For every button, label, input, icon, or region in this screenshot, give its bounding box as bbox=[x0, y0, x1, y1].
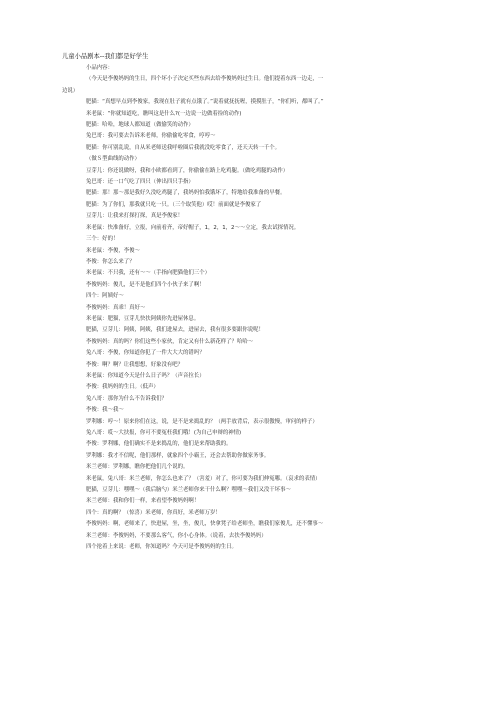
paragraph-line: 李俊妈妈：真的吗？你们这些小家伙，肯定又有什么新花样了？哈哈～ bbox=[86, 338, 254, 345]
document-body bbox=[62, 51, 440, 553]
paragraph-line: 米老鼠：“你就知道吃，瞧叫这是什么?(一边说一边做着捡的动作) bbox=[86, 110, 242, 117]
paragraph-line: 四个抢着上来说：老师，你知道吗？今天可是李俊妈妈的生日。 bbox=[86, 544, 237, 551]
paragraph-line: 肥猫：你可别乱说，自从米老师送我呼啦圈后我就没吃零食了，还天天转一千个。 bbox=[86, 144, 281, 151]
paragraph-line: 豆芽儿：让我来打探打探，真是李俊家！ bbox=[86, 213, 184, 220]
paragraph-line: 米老鼠：快准备好，立报，向前看齐，帝好帽子，1，2，1，2～～立定，我去试探情况。 bbox=[86, 224, 300, 231]
paragraph-line: 四个：阿姨好～ bbox=[86, 293, 124, 300]
paragraph-line: 罗利娜：哼～！原来你们在这，说，是不是来捣乱的？（两手放背后，表示很傲慢，审问的样子） bbox=[86, 418, 318, 425]
paragraph-line: 肥猫：“真想早点到李俊家，我现在肚子就有点饿了。”说着就抚抚喔，摸摸肚子，“你们听，都叫了。” bbox=[86, 99, 324, 106]
paragraph-line: 边说） bbox=[62, 87, 79, 94]
paragraph-line: 米兰老师：罗利娜，瞧你把他们几个说的。 bbox=[86, 464, 189, 471]
paragraph-line: （今天是李俊妈妈的生日，四个坏小子决定买些东西去给李俊妈妈过生日。他们提着东西一边走，一 bbox=[86, 76, 324, 83]
paragraph-line: 米老鼠，兔八哥：米兰老师，你怎么也来了？（害羞）对了，你可要为我们伸冤哪。（哀求的表情） bbox=[86, 475, 321, 482]
paragraph-line: 小品内容： bbox=[86, 65, 113, 71]
paragraph-line: 兔巴哥：还一口气吃了四只（伸出四只手指） bbox=[86, 179, 194, 186]
paragraph-line: 兔八哥：那你为什么不告诉我们？ bbox=[86, 395, 167, 402]
paragraph-line: 兔八哥：哎～大扶报，你可不要冤枉我们哦！(为自己申辩的神情) bbox=[86, 430, 242, 436]
paragraph-line: 兔八哥：李俊，你知道你犯了一件大大大的错吗？ bbox=[86, 350, 205, 357]
document-title: 儿童小品剧本--我们都是好学生 bbox=[62, 53, 149, 60]
paragraph-list bbox=[62, 63, 440, 553]
paragraph-line: 肥猫，豆芽儿：阿姨，阿姨，我们进屋去，进屋去，我有很多要跟你说呢！ bbox=[86, 327, 264, 334]
paragraph-line: （做Ｓ型曲线的动作） bbox=[86, 156, 140, 163]
paragraph-line: 米老鼠：你知道今天是什么日子吗？（声音拉长） bbox=[86, 372, 205, 379]
paragraph-line: 四个：真的啊？（惊喜）米老师，你真好，米老师万岁！ bbox=[86, 509, 221, 516]
paragraph-line: 米老鼠：肥猫，豆芽儿快扶阿姨你先进屋休息。 bbox=[86, 315, 200, 322]
paragraph-line: 肥猫：为了你们，那我就只吃一只。（三个取笑他）哎！前面就是李俊家了 bbox=[86, 201, 262, 208]
paragraph-line: 三个：好的！ bbox=[86, 236, 119, 243]
paragraph-line: 肥猫，豆芽儿：嘿嘿～（我后脑勺）米兰老师你来干什么啊？嘿嘿～我们又没干坏事～ bbox=[86, 487, 291, 494]
paragraph-line: 米兰老师：我和你们一样，来看望李俊妈妈啊！ bbox=[86, 498, 200, 505]
paragraph-line: 米兰老师：李俊妈妈，不要那么客气，你小心身体。（说着，去扶李俊妈妈） bbox=[86, 532, 267, 539]
paragraph-line: 李俊：我～我～ bbox=[86, 407, 124, 414]
paragraph-line: 豆芽儿：你还说做呀，我和小欧都看到了，你偷偷在路上吃鸡腿。（做吃鸡腿的动作） bbox=[86, 167, 289, 174]
paragraph-line: 米老鼠：李俊，李俊～ bbox=[86, 247, 140, 254]
paragraph-line: 李俊妈妈：俊儿，是不是他们四个小伙子来了啊！ bbox=[86, 281, 205, 288]
paragraph-line: 兔巴哥：我可要去告诉米老师，你偷偷吃零食，哼哼～ bbox=[86, 133, 216, 140]
paragraph-line: 李俊：啊？啊？让我想想，好象没有吧？ bbox=[86, 361, 184, 368]
paragraph-line: 李俊：你怎么来了？ bbox=[86, 258, 135, 265]
paragraph-line: 李俊：罗利娜，他们确实不是来捣乱的，他们是来帮助我的。 bbox=[86, 441, 232, 448]
paragraph-line: 李俊妈妈：啊，老师来了，快进屋，坐，坐，俊儿，快拿凳子给老师坐，瞧我们家俊儿，还不懂事～ bbox=[86, 521, 324, 528]
paragraph-line: 肥猫：那！那～那是我好久没吃鸡腿了，我妈妈怕我饿坏了，特地给我准备的早餐。 bbox=[86, 190, 286, 197]
paragraph-line: 李俊：我妈妈的生日。（低声） bbox=[86, 384, 159, 391]
paragraph-line: 肥猫：哈哈，地球人都知道（做偷笑的动作） bbox=[86, 122, 194, 129]
paragraph-line: 罗利娜：我才不信呢，他们那样，就象四个小霸王，还会去帮助你做家务事。 bbox=[86, 452, 270, 459]
paragraph-line: 李俊妈妈：真乖！真好～ bbox=[86, 304, 146, 311]
paragraph-line: 米老鼠：不只我，还有～～（手指向肥猫他们三个） bbox=[86, 270, 210, 277]
